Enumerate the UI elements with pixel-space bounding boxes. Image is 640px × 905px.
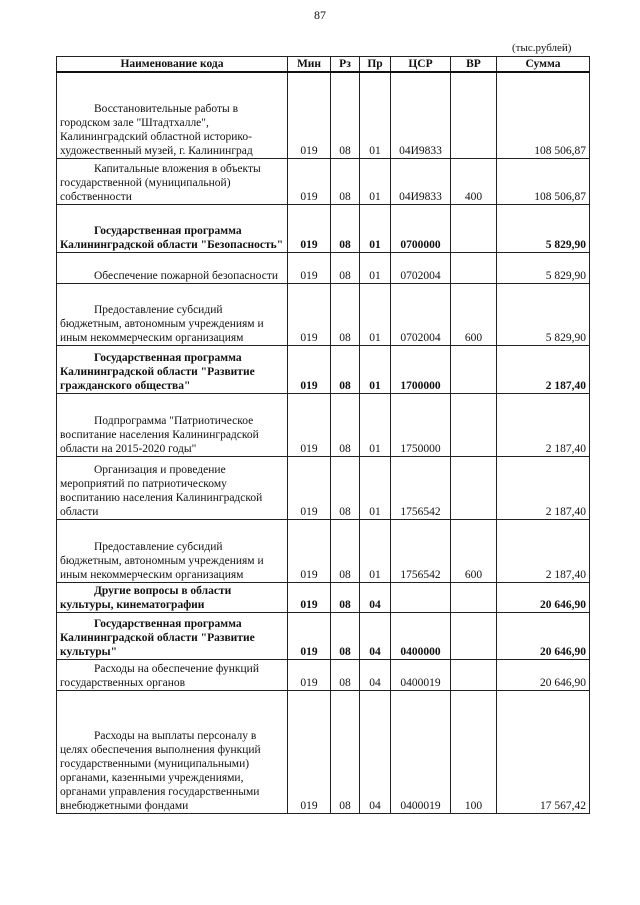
row-min: 019	[288, 456, 331, 519]
row-min: 019	[288, 283, 331, 345]
row-rz: 08	[331, 393, 360, 456]
row-csr: 1756542	[391, 456, 451, 519]
row-min: 019	[288, 252, 331, 283]
row-vr	[451, 345, 497, 393]
page-number: 87	[314, 8, 326, 22]
table-row	[57, 519, 590, 582]
row-rz: 08	[331, 204, 360, 252]
row-csr: 04И9833	[391, 158, 451, 204]
row-pr: 01	[360, 204, 391, 252]
table-row	[57, 582, 590, 612]
table-row	[57, 659, 590, 690]
row-pr: 01	[360, 252, 391, 283]
row-vr	[451, 252, 497, 283]
row-name: Обеспечение пожарной безопасности	[94, 269, 279, 282]
row-vr	[451, 456, 497, 519]
row-pr: 01	[360, 158, 391, 204]
row-name: Государственная программа Калининградской области "Безопасность"	[60, 224, 284, 251]
col-header-csr: ЦСР	[391, 57, 451, 73]
col-header-min: Мин	[288, 57, 331, 73]
row-rz: 08	[331, 252, 360, 283]
row-pr: 04	[360, 612, 391, 659]
row-sum: 20 646,90	[497, 659, 590, 690]
row-name: Государственная программа Калининградской области "Развитие культуры"	[60, 617, 255, 658]
row-name: Государственная программа Калининградской области "Развитие гражданского общества"	[60, 351, 255, 392]
row-sum: 17 567,42	[497, 690, 590, 813]
col-header-pr: Пр	[360, 57, 391, 73]
row-min: 019	[288, 393, 331, 456]
row-name: Восстановительные работы в городском зале "Штадтхалле", Калининградский областной историко-художественный музей, г. Калининград	[60, 102, 253, 157]
row-pr: 01	[360, 456, 391, 519]
row-vr: 100	[451, 690, 497, 813]
header-row	[57, 57, 590, 73]
row-rz: 08	[331, 158, 360, 204]
row-name: Подпрограмма "Патриотическое воспитание населения Калининградской области на 2015-2020 годы"	[60, 414, 259, 455]
row-sum: 20 646,90	[497, 582, 590, 612]
row-csr: 1756542	[391, 519, 451, 582]
row-csr: 0700000	[391, 204, 451, 252]
table-row	[57, 393, 590, 456]
row-min: 019	[288, 690, 331, 813]
row-rz: 08	[331, 456, 360, 519]
row-pr: 01	[360, 393, 391, 456]
row-name: Предоставление субсидий бюджетным, автономным учреждениям и иным некоммерческим организациям	[60, 303, 264, 344]
row-csr: 1700000	[391, 345, 451, 393]
row-sum: 5 829,90	[497, 252, 590, 283]
row-name: Предоставление субсидий бюджетным, автономным учреждениям и иным некоммерческим организациям	[60, 540, 264, 581]
row-sum: 2 187,40	[497, 345, 590, 393]
row-min: 019	[288, 345, 331, 393]
row-pr: 01	[360, 72, 391, 158]
row-pr: 04	[360, 659, 391, 690]
row-csr: 0702004	[391, 283, 451, 345]
row-pr: 04	[360, 690, 391, 813]
budget-table	[56, 56, 590, 814]
col-header-vr: ВР	[451, 57, 497, 73]
table-row	[57, 72, 590, 158]
row-csr: 0400019	[391, 659, 451, 690]
row-min: 019	[288, 582, 331, 612]
row-rz: 08	[331, 345, 360, 393]
row-sum: 2 187,40	[497, 393, 590, 456]
row-name: Расходы на выплаты персоналу в целях обеспечения выполнения функций государственными (муниципальными) органами, казенными учреждениями, органами управления государственными внебюджетными фондами	[60, 729, 261, 812]
row-rz: 08	[331, 582, 360, 612]
row-name: Другие вопросы в области культуры, кинематографии	[60, 584, 232, 611]
col-header-rz: Рз	[331, 57, 360, 73]
row-pr: 01	[360, 345, 391, 393]
row-sum: 2 187,40	[497, 456, 590, 519]
row-sum: 5 829,90	[497, 283, 590, 345]
col-header-sum: Сумма	[497, 57, 590, 73]
units-label: (тыс.рублей)	[512, 42, 572, 54]
row-vr	[451, 393, 497, 456]
row-min: 019	[288, 204, 331, 252]
row-vr: 600	[451, 283, 497, 345]
row-csr: 0400000	[391, 612, 451, 659]
col-header-name: Наименование кода	[57, 57, 288, 73]
row-csr: 1750000	[391, 393, 451, 456]
row-sum: 2 187,40	[497, 519, 590, 582]
row-sum: 108 506,87	[497, 72, 590, 158]
row-sum: 108 506,87	[497, 158, 590, 204]
row-vr	[451, 204, 497, 252]
row-rz: 08	[331, 519, 360, 582]
row-vr	[451, 659, 497, 690]
row-vr: 600	[451, 519, 497, 582]
row-pr: 04	[360, 582, 391, 612]
row-vr	[451, 72, 497, 158]
row-rz: 08	[331, 659, 360, 690]
row-vr: 400	[451, 158, 497, 204]
row-sum: 20 646,90	[497, 612, 590, 659]
row-rz: 08	[331, 72, 360, 158]
table-row	[57, 283, 590, 345]
row-csr	[391, 582, 451, 612]
row-pr: 01	[360, 283, 391, 345]
row-pr: 01	[360, 519, 391, 582]
row-rz: 08	[331, 283, 360, 345]
row-rz: 08	[331, 612, 360, 659]
row-name: Капитальные вложения в объекты государственной (муниципальной) собственности	[60, 162, 261, 203]
row-name: Расходы на обеспечение функций государственных органов	[60, 662, 259, 689]
row-min: 019	[288, 72, 331, 158]
row-sum: 5 829,90	[497, 204, 590, 252]
row-name: Организация и проведение мероприятий по патриотическому воспитанию населения Калининградской области	[60, 463, 263, 518]
row-csr: 0702004	[391, 252, 451, 283]
row-min: 019	[288, 158, 331, 204]
table-row	[57, 612, 590, 659]
row-min: 019	[288, 612, 331, 659]
table-row	[57, 690, 590, 813]
row-csr: 0400019	[391, 690, 451, 813]
table-row	[57, 345, 590, 393]
table-row	[57, 252, 590, 283]
table-row	[57, 456, 590, 519]
table-row	[57, 204, 590, 252]
table-row	[57, 158, 590, 204]
row-vr	[451, 582, 497, 612]
row-rz: 08	[331, 690, 360, 813]
row-csr: 04И9833	[391, 72, 451, 158]
row-vr	[451, 612, 497, 659]
row-min: 019	[288, 519, 331, 582]
row-min: 019	[288, 659, 331, 690]
